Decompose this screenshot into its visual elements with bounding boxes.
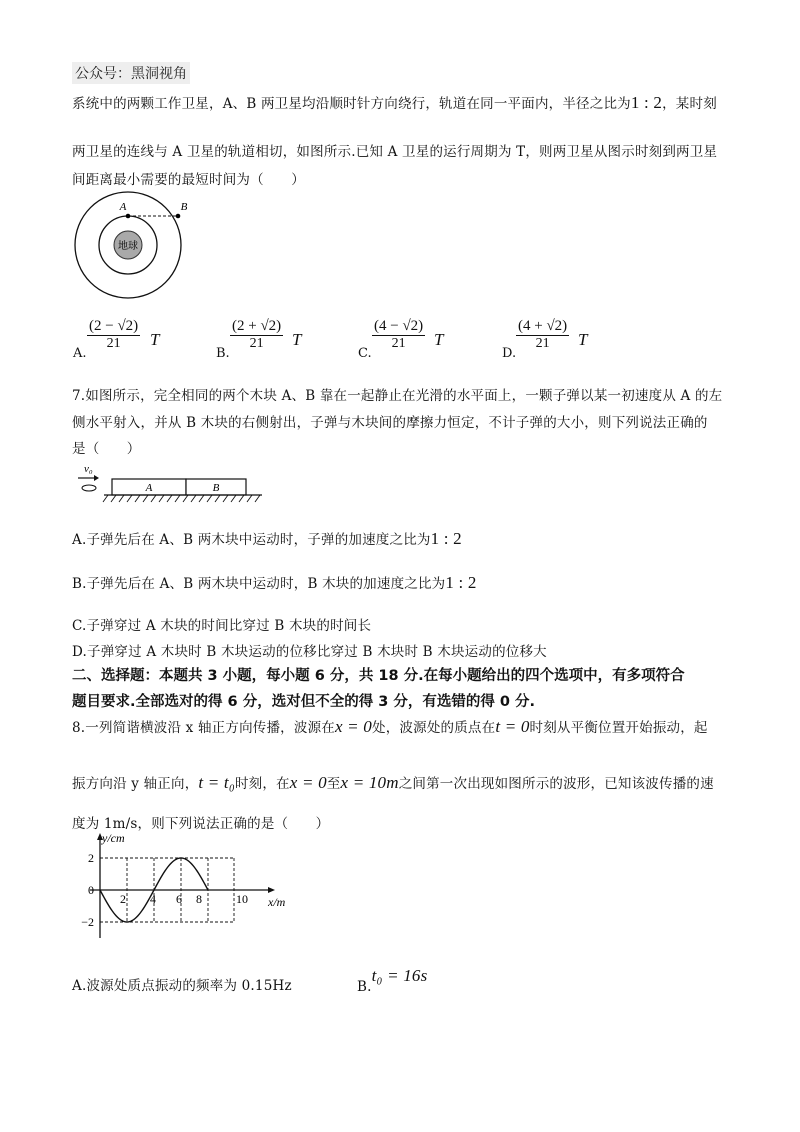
q7-line3: 是（ ） bbox=[72, 441, 141, 457]
watermark: 公众号：黑洞视角 bbox=[72, 62, 190, 84]
label-b: B bbox=[180, 201, 188, 213]
x-axis-label: x/m bbox=[268, 895, 286, 909]
q8-l2-m1: t = t₀ bbox=[198, 773, 235, 792]
section2-line1: 二、选择题：本题共 3 小题，每小题 6 分，共 18 分.在每小题给出的四个选项中，有多项符合 bbox=[72, 668, 685, 684]
q6-option-c-frac bbox=[372, 318, 425, 352]
q6-option-b-num: (2 + √2) bbox=[232, 318, 282, 334]
y-tick-neg2: −2 bbox=[81, 915, 94, 929]
q6-option-c-den: 21 bbox=[391, 336, 406, 351]
x-tick-10: 10 bbox=[236, 892, 248, 906]
q6-option-a-frac bbox=[87, 318, 140, 352]
q6-option-a-den: 21 bbox=[106, 336, 121, 351]
wave-graph bbox=[72, 830, 292, 945]
q7-option-b-ratio: 1 : 2 bbox=[445, 573, 477, 592]
q8-l2-m3: x = 10m bbox=[340, 773, 399, 792]
q6-line3: 间距离最小需要的最短时间为（ ） bbox=[72, 172, 305, 188]
x-tick-4: 4 bbox=[150, 892, 156, 906]
q6-option-d-frac bbox=[516, 318, 569, 352]
q6-line2: 两卫星的连线与 A 卫星的轨道相切，如图所示.已知 A 卫星的运行周期为 T，则两卫星从图示时刻到两卫星 bbox=[72, 144, 718, 160]
v0-label: v₀ bbox=[84, 463, 93, 475]
q7-option-a-ratio: 1 : 2 bbox=[430, 529, 462, 548]
q6-option-b-letter: B. bbox=[216, 346, 230, 361]
orbit-figure bbox=[70, 190, 200, 310]
q6-option-d-t: T bbox=[578, 330, 588, 349]
x-tick-2: 2 bbox=[120, 892, 126, 906]
q6-line1 bbox=[72, 92, 717, 113]
satellite-a bbox=[126, 214, 131, 219]
q8-l1-c: 时刻从平衡位置开始振动，起 bbox=[529, 720, 708, 736]
q8-l1-m1: x = 0 bbox=[334, 717, 373, 736]
section2-line2: 题目要求.全部选对的得 6 分，选对但不全的得 3 分，有选错的得 0 分. bbox=[72, 694, 536, 710]
q7-option-d: D.子弹穿过 A 木块时 B 木块运动的位移比穿过 B 木块时 B 木块运动的位移大 bbox=[72, 644, 547, 660]
q6-option-a-t: T bbox=[150, 330, 160, 349]
bullet bbox=[82, 485, 96, 491]
q6-option-a-letter: A. bbox=[73, 346, 87, 361]
y-tick-0: 0 bbox=[88, 883, 94, 897]
q6-option-b-t: T bbox=[292, 330, 302, 349]
q6-line1-text: 系统中的两颗工作卫星，A、B 两卫星均沿顺时针方向绕行，轨道在同一平面内，半径之比为 bbox=[72, 96, 631, 112]
q8-l1-m2: t = 0 bbox=[495, 717, 530, 736]
q8-option-b bbox=[357, 966, 428, 995]
q7-line1: 7.如图所示，完全相同的两个木块 A、B 靠在一起静止在光滑的水平面上，一颗子弹以某一初速度从 A 的左 bbox=[72, 388, 723, 404]
q6-option-a-num: (2 − √2) bbox=[89, 318, 139, 334]
q6-ratio: 1 : 2 bbox=[630, 93, 663, 112]
q8-l2-m2: x = 0 bbox=[289, 773, 327, 792]
y-tick-2: 2 bbox=[88, 851, 94, 865]
q8-l2-d: 之间第一次出现如图所示的波形，已知该波传播的速 bbox=[398, 776, 714, 792]
q7-option-c: C.子弹穿过 A 木块的时间比穿过 B 木块的时间长 bbox=[72, 618, 372, 634]
arrow-head bbox=[94, 475, 99, 481]
y-axis-label: y/cm bbox=[102, 831, 125, 845]
q7-option-b-text: B.子弹先后在 A、B 两木块中运动时，B 木块的加速度之比为 bbox=[72, 576, 446, 592]
q6-option-c-t: T bbox=[434, 330, 444, 349]
q6-option-d-letter: D. bbox=[502, 346, 517, 361]
x-axis-arrow bbox=[268, 887, 275, 893]
ground-hatch bbox=[103, 495, 260, 502]
q8-option-b-letter: B. bbox=[357, 979, 372, 995]
block-b-label: B bbox=[212, 482, 220, 494]
q8-option-a: A.波源处质点振动的频率为 0.15Hz bbox=[72, 978, 292, 994]
q7-option-a-text: A.子弹先后在 A、B 两木块中运动时，子弹的加速度之比为 bbox=[72, 532, 431, 548]
label-a: A bbox=[119, 201, 127, 213]
q8-option-b-math: t₀ = 16s bbox=[371, 966, 428, 985]
earth-label: 地球 bbox=[118, 241, 138, 252]
q8-line1 bbox=[72, 716, 708, 737]
q6-option-d-num: (4 + √2) bbox=[518, 318, 568, 334]
q6-option-d-den: 21 bbox=[535, 336, 550, 351]
q8-l1-b: 处，波源处的质点在 bbox=[372, 720, 496, 736]
x-tick-8: 8 bbox=[196, 892, 202, 906]
satellite-b bbox=[176, 214, 181, 219]
q8-l2-b: 时刻，在 bbox=[234, 776, 290, 792]
q6-option-b-den: 21 bbox=[249, 336, 264, 351]
q6-option-c-letter: C. bbox=[358, 346, 372, 361]
q7-line2: 侧水平射入，并从 B 木块的右侧射出，子弹与木块间的摩擦力恒定，不计子弹的大小，则下列说法正确的 bbox=[72, 415, 708, 431]
q8-l2-a: 振方向沿 y 轴正向， bbox=[72, 776, 199, 792]
block-a-label: A bbox=[145, 482, 153, 494]
q6-line1-tail: ，某时刻 bbox=[662, 96, 717, 112]
q8-line3: 度为 1m/s，则下列说法正确的是（ ） bbox=[72, 816, 330, 832]
q8-line2 bbox=[72, 772, 714, 793]
x-tick-6: 6 bbox=[176, 892, 182, 906]
q8-l1-a: 8.一列简谐横波沿 x 轴正方向传播，波源在 bbox=[72, 720, 335, 736]
blocks-figure bbox=[72, 458, 272, 506]
q8-l2-c: 至 bbox=[326, 776, 341, 792]
q7-option-b bbox=[72, 572, 477, 593]
q7-option-a bbox=[72, 528, 462, 549]
q6-option-c-num: (4 − √2) bbox=[374, 318, 424, 334]
q6-option-b-frac bbox=[230, 318, 283, 352]
